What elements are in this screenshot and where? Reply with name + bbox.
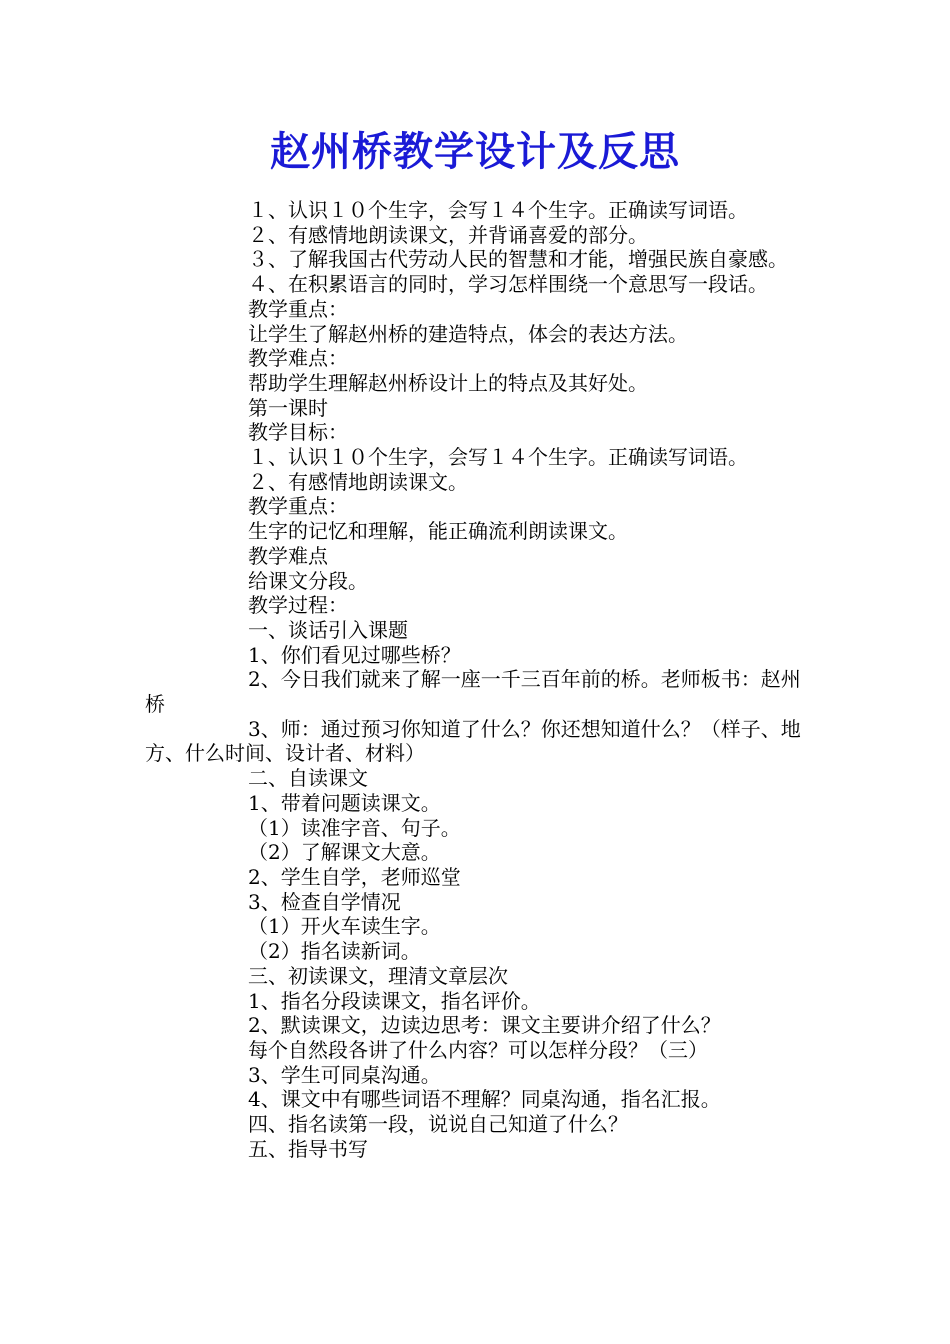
text-line: 一、谈话引入课题: [248, 617, 408, 642]
text-line: 教学难点: [248, 543, 328, 568]
text-line: 2、学生自学，老师巡堂: [248, 864, 461, 889]
text-line: 让学生了解赵州桥的建造特点，体会的表达方法。: [248, 321, 688, 346]
text-line: １、认识１０个生字，会写１４个生字。正确读写词语。: [248, 198, 748, 222]
text-line: （1）读准字音、句子。: [248, 815, 461, 840]
text-line: 3、学生可同桌沟通。: [248, 1062, 441, 1087]
text-line: 3、师：通过预习你知道了什么？你还想知道什么？（样子、地方、什么时间、设计者、材料）: [145, 716, 801, 766]
text-line: 五、指导书写: [248, 1136, 368, 1161]
text-line: 教学过程：: [248, 593, 348, 618]
text-line: 三、初读课文，理清文章层次: [248, 963, 508, 988]
text-line: 4、课文中有哪些词语不理解？同桌沟通，指名汇报。: [248, 1087, 721, 1112]
text-line: 3、检查自学情况: [248, 889, 401, 914]
text-line: １、认识１０个生字，会写１４个生字。正确读写词语。: [248, 445, 748, 470]
text-line: 二、自读课文: [248, 766, 368, 791]
text-line: 帮助学生理解赵州桥设计上的特点及其好处。: [248, 370, 648, 395]
document-title: 赵州桥教学设计及反思: [270, 128, 680, 175]
text-line: ３、了解我国古代劳动人民的智慧和才能，增强民族自豪感。: [248, 247, 788, 272]
text-line: 教学重点：: [248, 494, 348, 519]
text-line: 1、指名分段读课文，指名评价。: [248, 988, 541, 1013]
text-line: 1、你们看见过哪些桥？: [248, 642, 461, 667]
text-line: （2）了解课文大意。: [248, 840, 441, 865]
text-line: 教学目标：: [248, 420, 348, 445]
text-line: 四、指名读第一段，说说自己知道了什么？: [248, 1112, 628, 1137]
text-line: 每个自然段各讲了什么内容？可以怎样分段？（三）: [248, 1037, 708, 1062]
text-line: 教学重点：: [248, 296, 348, 321]
text-line: 第一课时: [248, 395, 328, 420]
text-line: 2、今日我们就来了解一座一千三百年前的桥。老师板书：赵州桥: [145, 667, 801, 717]
text-line: ２、有感情地朗读课文，并背诵喜爱的部分。: [248, 222, 648, 247]
text-line: 2、默读课文，边读边思考：课文主要讲介绍了什么？: [248, 1013, 721, 1038]
text-line: 1、带着问题读课文。: [248, 790, 441, 815]
text-line: 给课文分段。: [248, 568, 368, 593]
text-line: 教学难点：: [248, 346, 348, 371]
document-body: [0, 198, 950, 1161]
text-line: ２、有感情地朗读课文。: [248, 469, 468, 494]
text-line: （1）开火车读生字。: [248, 914, 441, 939]
text-line: （2）指名读新词。: [248, 939, 421, 964]
text-line: ４、在积累语言的同时，学习怎样围绕一个意思写一段话。: [248, 272, 768, 297]
text-line: 生字的记忆和理解，能正确流利朗读课文。: [248, 519, 628, 544]
